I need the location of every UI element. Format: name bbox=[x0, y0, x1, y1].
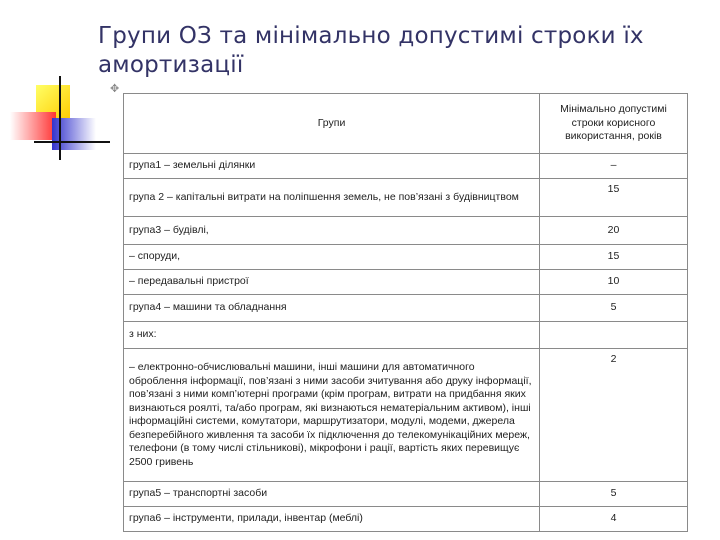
table-row bbox=[124, 154, 688, 179]
term-cell: 5 bbox=[540, 482, 688, 507]
group-cell: група 2 – капітальні витрати на поліпшення земель, не пов’язані з будівництвом bbox=[124, 179, 540, 217]
group-cell: група5 – транспортні засоби bbox=[124, 482, 540, 507]
group-cell: – споруди, bbox=[124, 245, 540, 270]
header-min-term: Мінімально допустимі строки корисного використання, років bbox=[540, 94, 688, 154]
group-cell: – електронно-обчислювальні машини, інші машини для автоматичного оброблення інформації, пов’язані з ними засоби зчитування або друку інформації, пов’язані з ними комп’ютерні програми (крім програм, витрати на придбання яких визнаються роялті, та/або програм, які визнаються нематеріальним активом), інші інформаційні системи, комутатори, маршрутизатори, модулі, модеми, джерела безперебійного живлення та засоби їх підключення до телекомунікаційних мереж, телефони (в тому числі стільникові), мікрофони і рації, вартість яких перевищує 2500 гривень bbox=[124, 349, 540, 482]
asset-groups-table bbox=[123, 93, 688, 532]
table-row bbox=[124, 507, 688, 532]
term-cell: 5 bbox=[540, 295, 688, 322]
term-cell: 20 bbox=[540, 217, 688, 245]
table-row bbox=[124, 349, 688, 482]
group-cell: – передавальні пристрої bbox=[124, 270, 540, 295]
table-row bbox=[124, 217, 688, 245]
group-cell: група3 – будівлі, bbox=[124, 217, 540, 245]
table-row bbox=[124, 322, 688, 349]
slide-title: Групи ОЗ та мінімально допустимі строки їх амортизації bbox=[98, 23, 644, 78]
group-cell: група1 – земельні ділянки bbox=[124, 154, 540, 179]
group-cell: група4 – машини та обладнання bbox=[124, 295, 540, 322]
group-cell: група6 – інструменти, прилади, інвентар (меблі) bbox=[124, 507, 540, 532]
table-row bbox=[124, 179, 688, 217]
table-row bbox=[124, 245, 688, 270]
term-cell bbox=[540, 322, 688, 349]
term-cell: 10 bbox=[540, 270, 688, 295]
bullet-icon: ✥ bbox=[110, 82, 120, 95]
table-row bbox=[124, 270, 688, 295]
group-cell: з них: bbox=[124, 322, 540, 349]
table-row bbox=[124, 295, 688, 322]
table-row bbox=[124, 482, 688, 507]
term-cell: – bbox=[540, 154, 688, 179]
term-cell: 2 bbox=[540, 349, 688, 482]
term-cell: 4 bbox=[540, 507, 688, 532]
term-cell: 15 bbox=[540, 245, 688, 270]
term-cell: 15 bbox=[540, 179, 688, 217]
table-header-row bbox=[124, 94, 688, 154]
header-groups: Групи bbox=[124, 94, 540, 154]
